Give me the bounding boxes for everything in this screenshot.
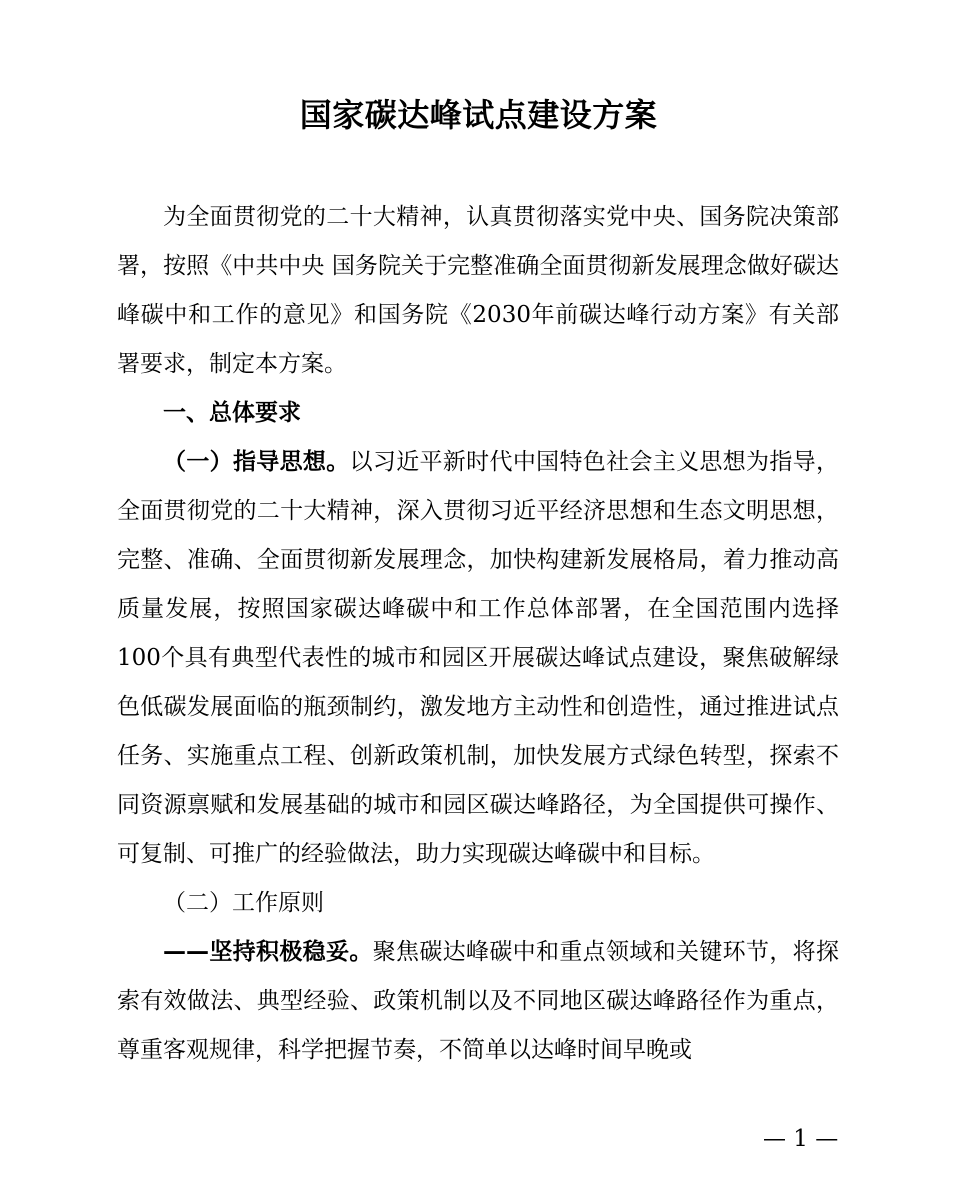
work-principles-heading: （二）工作原则 — [163, 890, 324, 916]
document-body — [117, 193, 839, 1075]
document-title: 国家碳达峰试点建设方案 — [299, 96, 658, 134]
guiding-thought-lead: （一）指导思想。 — [163, 449, 350, 475]
page-number: — 1 — — [763, 1126, 839, 1152]
principle-lead: ——坚持积极稳妥。 — [163, 939, 373, 965]
principle-text: 聚焦碳达峰碳中和重点领域和关键环节，将探索有效做法、典型经验、政策机制以及不同地区碳达峰路径作为重点，尊重客观规律，科学把握节奏，不简单以达峰时间早晚或 — [117, 939, 840, 1063]
guiding-thought-text: 以习近平新时代中国特色社会主义思想为指导，全面贯彻党的二十大精神，深入贯彻习近平经济思想和生态文明思想，完整、准确、全面贯彻新发展理念，加快构建新发展格局，着力推动高质量发展，按照国家碳达峰碳中和工作总体部署，在全国范围内选择100个具有典型代表性的城市和园区开展碳达峰试点建设，聚焦破解绿色低碳发展面临的瓶颈制约，激发地方主动性和创造性，通过推进试点任务、实施重点工程、创新政策机制，加快发展方式绿色转型，探索不同资源禀赋和发展基础的城市和园区碳达峰路径，为全国提供可操作、可复制、可推广的经验做法，助力实现碳达峰碳中和目标。 — [117, 449, 840, 867]
section-heading-general-requirements: 一、总体要求 — [163, 400, 301, 426]
guiding-thought-paragraph — [117, 438, 839, 879]
principle-paragraph — [117, 928, 839, 1075]
intro-paragraph: 为全面贯彻党的二十大精神，认真贯彻落实党中央、国务院决策部署，按照《中共中央 国务院关于完整准确全面贯彻新发展理念做好碳达峰碳中和工作的意见》和国务院《2030年前碳达峰行动方案》有关部署要求，制定本方案。 — [117, 204, 839, 377]
